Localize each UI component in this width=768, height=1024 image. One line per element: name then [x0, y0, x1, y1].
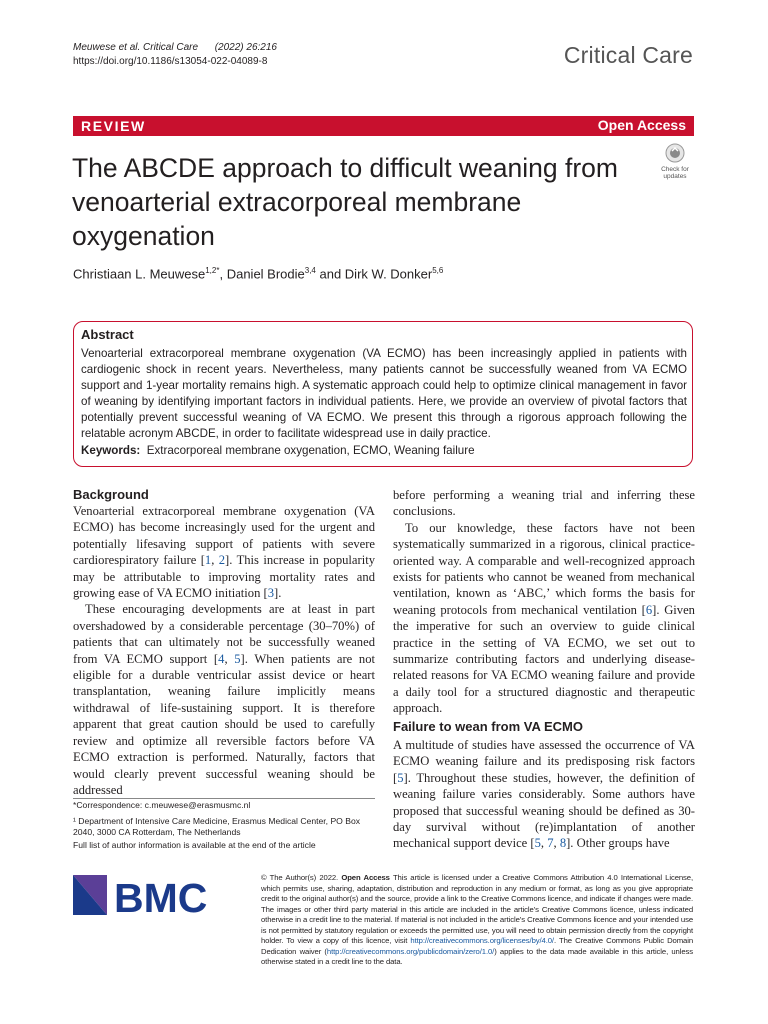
citation-link[interactable]: 6: [645, 602, 653, 617]
body-column-left: [73, 503, 375, 798]
correspondence-note: *Correspondence: c.meuwese@erasmusmc.nl: [73, 800, 251, 810]
article-type-label: REVIEW: [81, 118, 146, 134]
body-column-right-cont: [393, 737, 695, 852]
citation-header: [73, 41, 277, 69]
author-list: [73, 262, 443, 283]
open-access-inline: Open Access: [341, 873, 390, 882]
keywords-label: Keywords:: [81, 444, 141, 457]
paragraph: Venoarterial extracorporeal membrane oxygenation (VA ECMO) has become increasingly used for the urgent and potentially lifesaving support of patients with severe cardiorespiratory failure [1, 2]. This increase in popularity may be attributable to improving mortality rates and growing ease of VA ECMO initiation [3].: [73, 504, 375, 601]
section-heading-failure: Failure to wean from VA ECMO: [393, 719, 583, 734]
author-name: Daniel Brodie: [226, 266, 305, 282]
license-link[interactable]: http://creativecommons.org/licenses/by/4.0/: [410, 936, 554, 945]
paragraph: These encouraging developments are at least in part overshadowed by a considerable percentage (30–70%) of patients that can ultimately not be successfully weaned from VA ECMO support [4, 5]. When patients are not eligible for a durable ventricular assist device or heart transplantation, weaning failure implicitly means withdrawal of life-sustaining support. It is therefore apparent that great caution should be used to carefully review and optimize all reversible factors before VA ECMO extraction is performed. Naturally, factors that would clearly prevent successful weaning should be addressed: [73, 602, 376, 797]
abstract-heading: Abstract: [81, 327, 134, 342]
crossmark-line2: updates: [663, 173, 687, 180]
citation-link[interactable]: 5: [397, 770, 404, 785]
article-title: The ABCDE approach to difficult weaning from venoarterial extracorporeal membrane oxygenation: [72, 153, 618, 251]
journal-name: Critical Care: [563, 42, 693, 68]
citation-link[interactable]: 2: [218, 553, 226, 568]
author-info-note: Full list of author information is available at the end of the article: [73, 840, 316, 850]
bmc-logo-mark: [73, 875, 215, 919]
public-domain-link[interactable]: http://creativecommons.org/publicdomain/zero/1.0/: [326, 946, 495, 956]
check-for-updates-badge[interactable]: [655, 142, 695, 182]
keywords: [81, 443, 475, 459]
bmc-logo-text: BMC: [114, 875, 208, 919]
citation-link[interactable]: 1: [204, 553, 212, 568]
keywords-value: Extracorporeal membrane oxygenation, ECMO, Weaning failure: [146, 444, 475, 457]
citation-link[interactable]: 5: [534, 836, 541, 851]
paragraph: To our knowledge, these factors have not been systematically summarized in a rigorous, clinical practice-oriented way. A comparable and well-recognized approach exists for patients who cannot be weaned from mechanical ventilation, known as ‘ABC,’ which forms the basis for weaning protocols from mechanical ventilation [6]. Given the imperative for such an overview to guide clinical practice in the setting of VA ECMO, we set out to summarize contributing factors and underlying disease-related reasons for VA ECMO weaning failure and provide a daily tool for a structured diagnostic and therapeutic approach.: [393, 520, 695, 716]
citation-link[interactable]: 7: [547, 836, 554, 851]
author-separator: ,: [219, 266, 227, 282]
citation-link[interactable]: 8: [559, 836, 567, 851]
body-column-right: [393, 487, 695, 717]
paragraph: A multitude of studies have assessed the occurrence of VA ECMO weaning failure and its predisposing risk factors [5]. Throughout these studies, however, the definition of weaning failure varies considerably. Some authors have proposed that successful weaning should be defined as 30-day survival without (re)implantation of another mechanical support device [5, 7, 8]. Other groups have: [393, 738, 695, 851]
footnote-divider: [73, 798, 375, 799]
citation-authors: Meuwese et al. Critical Care: [73, 42, 199, 53]
author-affiliation: 5,6: [432, 266, 444, 275]
open-access-label: Open Access: [597, 117, 686, 133]
citation-link[interactable]: 5: [234, 651, 241, 666]
license-text: © The Author(s) 2022. Open Access This article is licensed under a Creative Commons Attribution 4.0 International License, which permits use, sharing, adaptation, distribution and reproduction in any medium or format, as long as you give appropriate credit to the original author(s) and the source, provide a link to the Creative Commons licence, and indicate if changes were made. The images or other third party material in this article are included in the article’s Creative Commons licence, unless indicated otherwise in a credit line to the material. If material is not included in the article’s Creative Commons licence and your intended use is not permitted by statutory regulation or exceeds the permitted use, you will need to obtain permission directly from the copyright holder. To view a copy of this licence, visit http://creativecommons.org/licenses/by/4.0/. The Creative Commons Public Domain Dedication waiver (http://creativecommons.org/publicdomain/zero/1.0/) applies to the data made available in this article, unless otherwise stated in a credit line to the data.: [261, 873, 693, 966]
citation-year: (2022) 26:216: [214, 42, 277, 53]
author-separator: and: [315, 266, 345, 282]
paragraph: before performing a weaning trial and inferring these conclusions.: [393, 488, 695, 519]
crossmark-icon: [655, 142, 695, 182]
crossmark-line1: Check for: [661, 166, 689, 173]
section-heading-background: Background: [73, 487, 149, 502]
author-affiliation: 3,4: [304, 266, 316, 275]
author-name: Christiaan L. Meuwese: [73, 266, 206, 282]
bmc-logo: [73, 875, 215, 924]
author-name: Dirk W. Donker: [344, 266, 433, 282]
author-affiliation: 1,2*: [205, 266, 220, 275]
citation-link[interactable]: 4: [218, 651, 225, 666]
citation-link[interactable]: 3: [267, 586, 275, 601]
abstract-text: Venoarterial extracorporeal membrane oxygenation (VA ECMO) has been increasingly applied in patients with cardiogenic shock in recent years. Nevertheless, many patients cannot be successfully weaned from VA ECMO support and 1-year mortality remains high. A systematic approach could help to optimize clinical management in favor of weaning by identifying important factors in individual patients. Here, we provide an overview of pivotal factors that potentially prevent successful weaning of VA ECMO. We present this through a rigorous approach following the relatable acronym ABCDE, in order to facilitate widespread use in daily practice.: [81, 347, 687, 440]
affiliation-note: ¹ Department of Intensive Care Medicine, Erasmus Medical Center, PO Box 2040, 3000 CA Rotterdam, The Netherlands: [73, 816, 361, 838]
doi-link[interactable]: https://doi.org/10.1186/s13054-022-04089-8: [73, 56, 268, 67]
